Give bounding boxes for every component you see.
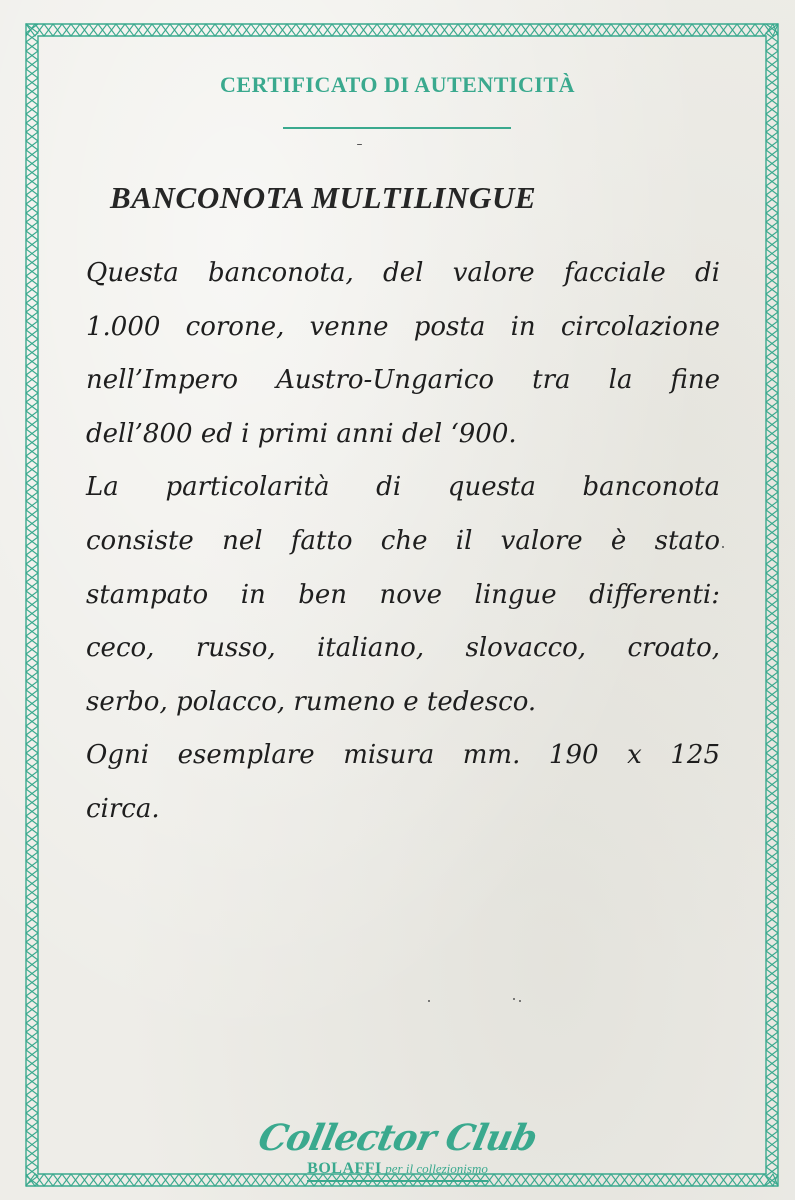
body-line: consiste nel fatto che il valore è stato — [86, 525, 720, 556]
body-line: Questa banconota, del valore facciale di — [86, 258, 720, 288]
paper-speck — [513, 998, 515, 1000]
logo-tagline — [307, 1160, 488, 1182]
body-line: serbo, polacco, rumeno e tedesco. — [86, 686, 537, 717]
collector-club-logo — [0, 1118, 795, 1182]
body-line: nell’Impero Austro-Ungarico tra la fine — [86, 365, 720, 396]
body-line: dell’800 ed i primi anni del ‘900. — [86, 418, 517, 449]
title-underline — [283, 127, 511, 129]
paper-speck — [722, 546, 724, 548]
certificate-title: CERTIFICATO DI AUTENTICITÀ — [220, 72, 575, 97]
body-line: 1.000 corone, venne posta in circolazione — [86, 311, 720, 342]
logo-script: Collector Club — [254, 1117, 541, 1159]
paper-speck — [428, 1000, 430, 1002]
paper-speck — [519, 1000, 521, 1002]
body-line: stampato in ben nove lingue differenti: — [86, 579, 720, 610]
body-line: La particolarità di questa banconota — [86, 472, 720, 503]
logo-tagline-text: per il collezionismo — [385, 1161, 488, 1176]
body-line: Ogni esemplare misura mm. 190 x 125 — [86, 740, 720, 771]
logo-brand: BOLAFFI — [307, 1160, 382, 1177]
paper-speck — [357, 144, 362, 145]
body-line: ceco, russo, italiano, slovacco, croato, — [86, 633, 720, 664]
certificate-subtitle: BANCONOTA MULTILINGUE — [110, 180, 537, 215]
certificate-body — [86, 247, 720, 837]
body-line: circa. — [86, 793, 160, 824]
